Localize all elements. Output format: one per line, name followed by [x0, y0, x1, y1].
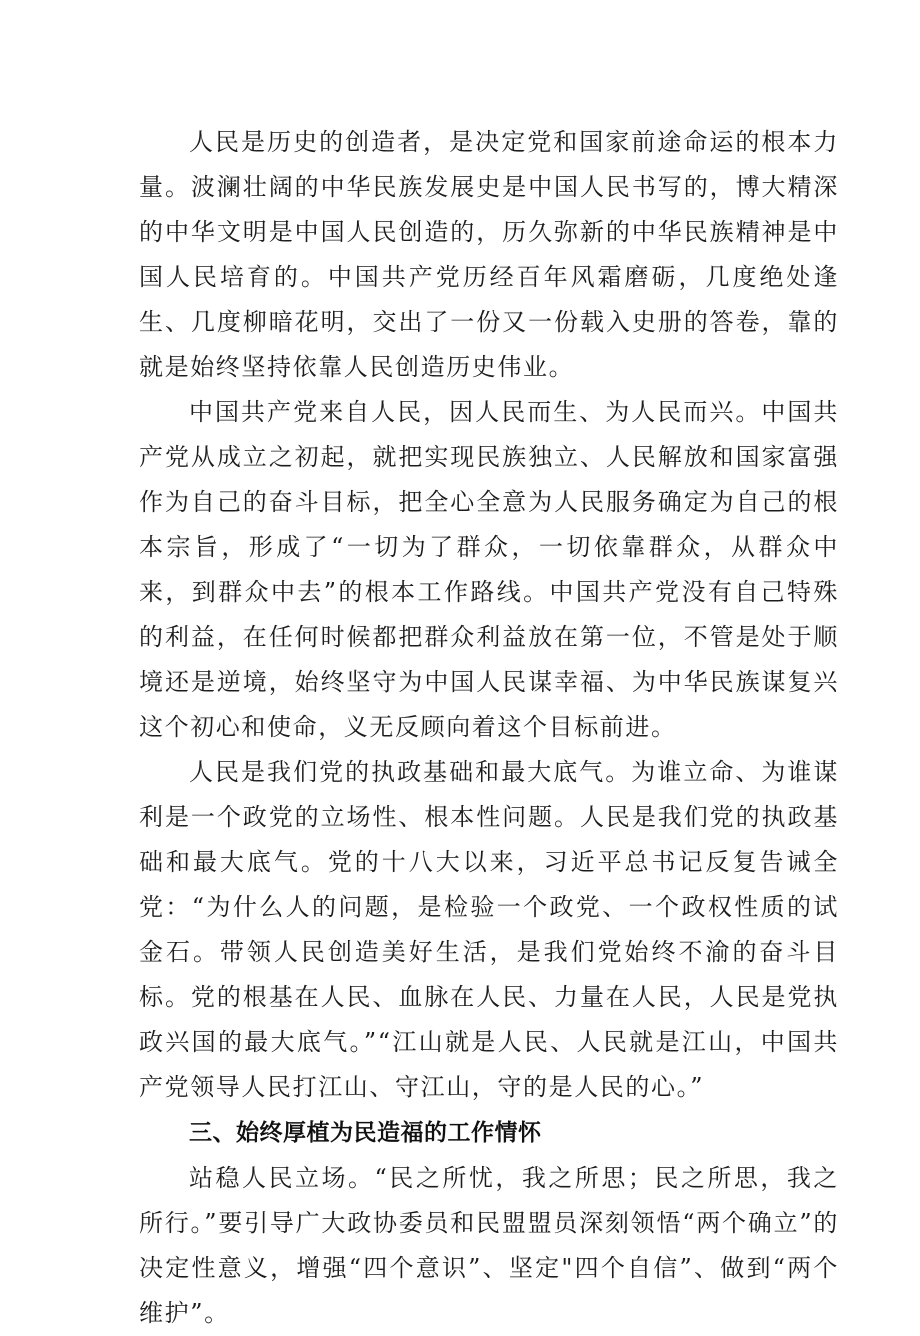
paragraph-people-creators: 人民是历史的创造者，是决定党和国家前途命运的根本力量。波澜壮阔的中华民族发展史是中国人民书写的，博大精深的中华文明是中国人民创造的，历久弥新的中华民族精神是中国人民培育的。中国共产党历经百年风霜磨砺，几度绝处逢生、几度柳暗花明，交出了一份又一份载入史册的答卷，靠的就是始终坚持依靠人民创造历史伟业。	[139, 128, 839, 381]
paragraph-governing-foundation: 人民是我们党的执政基础和最大底气。为谁立命、为谁谋利是一个政党的立场性、根本性问题。人民是我们党的执政基础和最大底气。党的十八大以来，习近平总书记反复告诫全党：“为什么人的问题，是检验一个政党、一个政权性质的试金石。带领人民创造美好生活，是我们党始终不渝的奋斗目标。党的根基在人民、血脉在人民、力量在人民，人民是党执政兴国的最大底气。”“江山就是人民、人民就是江山，中国共产党领导人民打江山、守江山，守的是人民的心。”	[139, 758, 839, 1101]
paragraph-people-stance: 站稳人民立场。“民之所忧，我之所思；民之所思，我之所行。”要引导广大政协委员和民盟盟员深刻领悟“两个确立”的决定性意义，增强“四个意识”、坚定"四个自信”、做到“两个维护”。	[139, 1164, 839, 1327]
document-body	[139, 120, 839, 1336]
paragraph-party-from-people: 中国共产党来自人民，因人民而生、为人民而兴。中国共产党从成立之初起，就把实现民族独立、人民解放和国家富强作为自己的奋斗目标，把全心全意为人民服务确定为自己的根本宗旨，形成了“一切为了群众，一切依靠群众，从群众中来，到群众中去”的根本工作路线。中国共产党没有自己特殊的利益，在任何时候都把群众利益放在第一位，不管是处于顺境还是逆境，始终坚守为中国人民谋幸福、为中华民族谋复兴这个初心和使命，义无反顾向着这个目标前进。	[139, 398, 839, 741]
section-heading: 三、始终厚植为民造福的工作情怀	[189, 1120, 542, 1146]
